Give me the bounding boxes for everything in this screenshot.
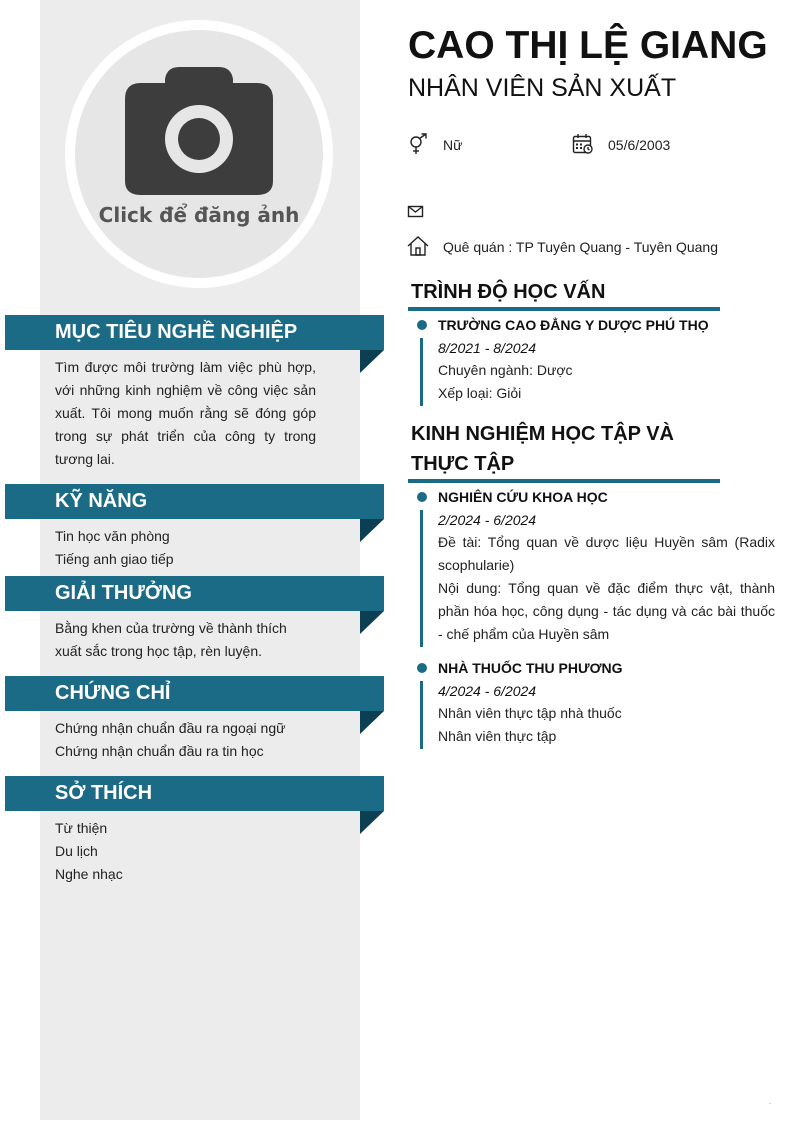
education-detail: Chuyên ngành: Dược [438,362,573,378]
section-header-awards [5,576,384,611]
objective-text: Tìm được môi trường làm việc phù hợp, với những kinh nghiệm về công việc sản xuất. Tôi mong muốn rằng sẽ đóng góp trong sự phát triển của công ty trong tương lai. [55,359,316,467]
list-item: Tiếng anh giao tiếp [55,551,174,567]
page-corner-mark: . [769,1097,772,1106]
list-item: Từ thiện [55,820,108,836]
ribbon-fold [360,519,384,542]
certificates-list [55,717,316,763]
list-item: Tin học văn phòng [55,528,170,544]
section-underline [408,479,720,483]
ribbon-fold [360,711,384,734]
calendar-icon [572,133,594,155]
timeline-bar [420,510,423,647]
experience-period: 4/2024 - 6/2024 [438,683,537,699]
ribbon-fold [360,611,384,634]
experience-detail: Nhân viên thực tập nhà thuốc [438,705,622,721]
experience-period: 2/2024 - 6/2024 [438,512,537,528]
section-title: GIẢI THƯỞNG [55,582,192,604]
list-item: Du lịch [55,843,98,859]
job-title: NHÂN VIÊN SẢN XUẤT [408,74,677,102]
awards-text: Bằng khen của trường về thành thích xuất sắc trong học tập, rèn luyện. [55,620,287,659]
section-title: KỸ NĂNG [55,490,148,512]
timeline-dot [417,320,427,330]
experience-detail: Nhân viên thực tập [438,728,557,744]
birthdate-value: 05/6/2003 [608,137,671,153]
email-icon [407,201,429,223]
education-detail: Xếp loại: Giỏi [438,385,522,401]
hobbies-list [55,817,316,886]
experience-org: NHÀ THUỐC THU PHƯƠNG [438,660,623,676]
education-period: 8/2021 - 8/2024 [438,340,537,356]
experience-org: NGHIÊN CỨU KHOA HỌC [438,489,608,505]
candidate-name: CAO THỊ LỆ GIANG [408,24,768,67]
upload-photo-caption[interactable]: Click để đăng ảnh [98,203,300,227]
experience-detail: Nội dung: Tổng quan về đặc điểm thực vật, thành phần hóa học, công dụng - tác dụng và các bài thuốc - chế phẩm của Huyền sâm [438,580,775,642]
section-title-education: TRÌNH ĐỘ HỌC VẤN [411,281,606,303]
list-item: Chứng nhận chuẩn đầu ra ngoại ngữ [55,720,286,736]
section-title: SỞ THÍCH [55,782,153,804]
section-title-experience: KINH NGHIỆM HỌC TẬP VÀ THỰC TẬP [411,423,674,475]
section-header-skills [5,484,384,519]
section-header-certificates [5,676,384,711]
timeline-dot [417,492,427,502]
section-header-hobbies [5,776,384,811]
list-item: Chứng nhận chuẩn đầu ra tin học [55,743,264,759]
hometown-value: Quê quán : TP Tuyên Quang - Tuyên Quang [443,239,719,255]
ribbon-fold [360,811,384,834]
education-school: TRƯỜNG CAO ĐẲNG Y DƯỢC PHÚ THỌ [438,317,709,333]
timeline-dot [417,663,427,673]
ribbon-fold [360,350,384,373]
section-underline [408,307,720,311]
section-header-objective [5,315,384,350]
section-title: MỤC TIÊU NGHỀ NGHIỆP [55,321,298,343]
home-icon [407,235,429,257]
gender-value: Nữ [443,137,463,153]
section-title: CHỨNG CHỈ [55,682,171,704]
timeline-bar [420,681,423,749]
list-item: Nghe nhạc [55,866,123,882]
timeline-bar [420,338,423,406]
gender-icon [407,133,429,155]
camera-icon [125,67,273,195]
skills-list [55,525,316,571]
experience-detail: Đề tài: Tổng quan về dược liệu Huyền sâm (Radix scophularie) [438,534,775,573]
